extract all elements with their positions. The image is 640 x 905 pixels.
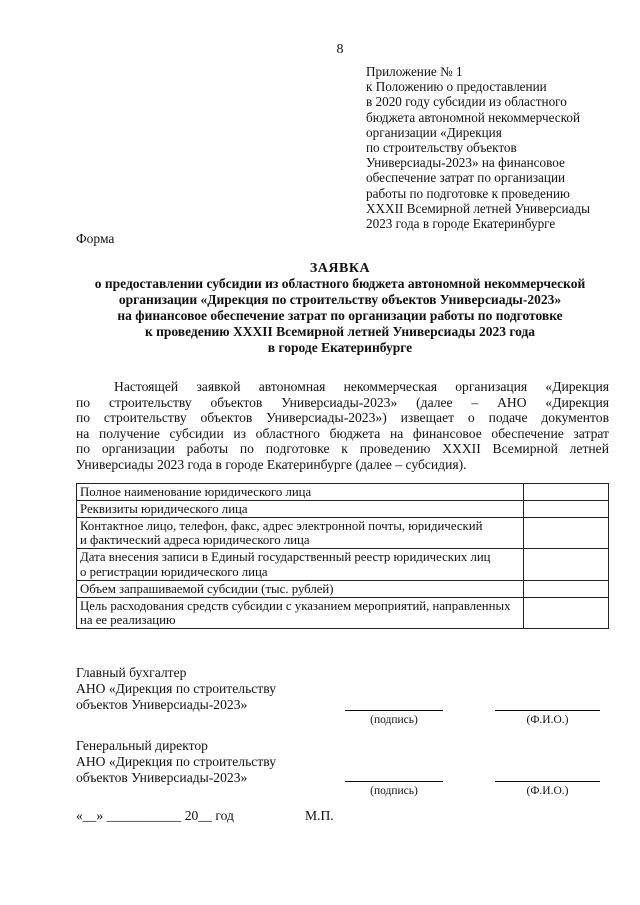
appendix-line: XXXII Всемирной летней Универсиады xyxy=(366,200,590,216)
table-row xyxy=(77,597,609,629)
subtitle-line: о предоставлении субсидии из областного бюджета автономной некоммерческой xyxy=(94,276,586,291)
body-paragraph xyxy=(76,379,609,473)
row-value-cell[interactable] xyxy=(524,500,609,517)
subtitle-line: в городе Екатеринбурге xyxy=(267,340,413,355)
signature-caption: (подпись) xyxy=(370,785,418,797)
form-label: Форма xyxy=(76,231,115,246)
signatory-line: Главный бухгалтер xyxy=(76,665,187,680)
row-label-line: Полное наименование юридического лица xyxy=(80,485,312,499)
row-label xyxy=(77,549,524,581)
paragraph-line: по строительству объектов Универсиады-2023») извещает о подаче документов xyxy=(76,410,609,426)
row-label-line: Реквизиты юридического лица xyxy=(80,501,248,516)
paragraph-line: Настоящей заявкой автономная некоммерческая организация «Дирекция xyxy=(114,379,609,394)
name-caption: (Ф.И.О.) xyxy=(526,785,569,797)
appendix-line: обеспечение затрат по организации xyxy=(366,170,566,186)
appendix-line: Универсиады-2023» на финансовое xyxy=(366,155,565,171)
name-field-director[interactable] xyxy=(495,781,600,782)
stamp-label: М.П. xyxy=(305,808,334,823)
signature-block-accountant xyxy=(76,665,276,712)
signatory-line: объектов Универсиады-2023» xyxy=(76,696,248,712)
table-row xyxy=(77,484,609,501)
table-row xyxy=(77,500,609,517)
signatory-line: Генеральный директор xyxy=(76,738,208,753)
row-value-cell[interactable] xyxy=(524,580,609,597)
signatory-line: АНО «Дирекция по строительству xyxy=(76,753,276,769)
paragraph-line: по организации работы по подготовке к проведению XXXII Всемирной летней xyxy=(76,441,609,457)
requisites-table xyxy=(76,483,609,629)
table-row xyxy=(77,517,609,549)
date-line: «__» ___________ 20__ год xyxy=(76,808,234,823)
paragraph-line: на получение субсидии из областного бюджета на финансовое обеспечение затрат xyxy=(76,425,609,441)
appendix-line: к Положению о предоставлении xyxy=(366,79,547,95)
document-subtitle xyxy=(40,276,640,356)
subtitle-line: организации «Дирекция по строительству объектов Универсиады-2023» xyxy=(118,292,562,307)
name-field-accountant[interactable] xyxy=(495,710,600,711)
row-label xyxy=(77,517,524,549)
signature-field-director[interactable] xyxy=(345,781,443,782)
paragraph-line: по строительству объектов Универсиады-2023» (далее – АНО «Дирекция xyxy=(76,394,609,410)
appendix-line: по строительству объектов xyxy=(366,140,517,156)
row-label-line: Дата внесения записи в Единый государственный реестр юридических лиц xyxy=(80,550,491,565)
row-label-line: Контактное лицо, телефон, факс, адрес электронной почты, юридический xyxy=(80,518,483,533)
signature-block-director xyxy=(76,738,276,785)
appendix-line: Приложение № 1 xyxy=(366,64,463,79)
paragraph-line: Универсиады 2023 года в городе Екатеринбурге (далее – субсидия). xyxy=(76,456,467,472)
row-label-line: на ее реализацию xyxy=(80,613,176,628)
row-value-cell[interactable] xyxy=(524,517,609,549)
document-title: ЗАЯВКА xyxy=(309,261,371,276)
row-value-cell[interactable] xyxy=(524,597,609,629)
appendix-line: бюджета автономной некоммерческой xyxy=(366,109,581,125)
appendix-line: организации «Дирекция xyxy=(366,124,502,140)
row-value-cell[interactable] xyxy=(524,484,609,501)
subtitle-line: на финансовое обеспечение затрат по организации работы по подготовке xyxy=(117,308,563,323)
row-value-cell[interactable] xyxy=(524,549,609,581)
signatory-line: АНО «Дирекция по строительству xyxy=(76,680,276,696)
name-caption: (Ф.И.О.) xyxy=(526,714,569,726)
signatory-line: объектов Универсиады-2023» xyxy=(76,769,248,785)
table-row xyxy=(77,549,609,581)
row-label-line: Цель расходования средств субсидии с указанием мероприятий, направленных xyxy=(80,598,511,613)
table-row xyxy=(77,580,609,597)
appendix-line: работы по подготовке к проведению xyxy=(366,185,570,201)
row-label xyxy=(77,580,524,597)
appendix-line: 2023 года в городе Екатеринбурге xyxy=(366,216,556,232)
row-label-line: о регистрации юридического лица xyxy=(80,564,268,579)
page-number: 8 xyxy=(336,42,344,57)
subtitle-line: к проведению XXXII Всемирной летней Универсиады 2023 года xyxy=(144,324,536,339)
row-label-line: Объем запрашиваемой субсидии (тыс. рублей) xyxy=(80,581,334,596)
row-label xyxy=(77,484,524,501)
row-label xyxy=(77,597,524,629)
signature-field-accountant[interactable] xyxy=(345,710,443,711)
signature-caption: (подпись) xyxy=(370,714,418,726)
row-label xyxy=(77,500,524,517)
row-label-line: и фактический адреса юридического лица xyxy=(80,533,310,548)
appendix-line: в 2020 году субсидии из областного xyxy=(366,94,567,110)
appendix-header xyxy=(366,64,628,231)
